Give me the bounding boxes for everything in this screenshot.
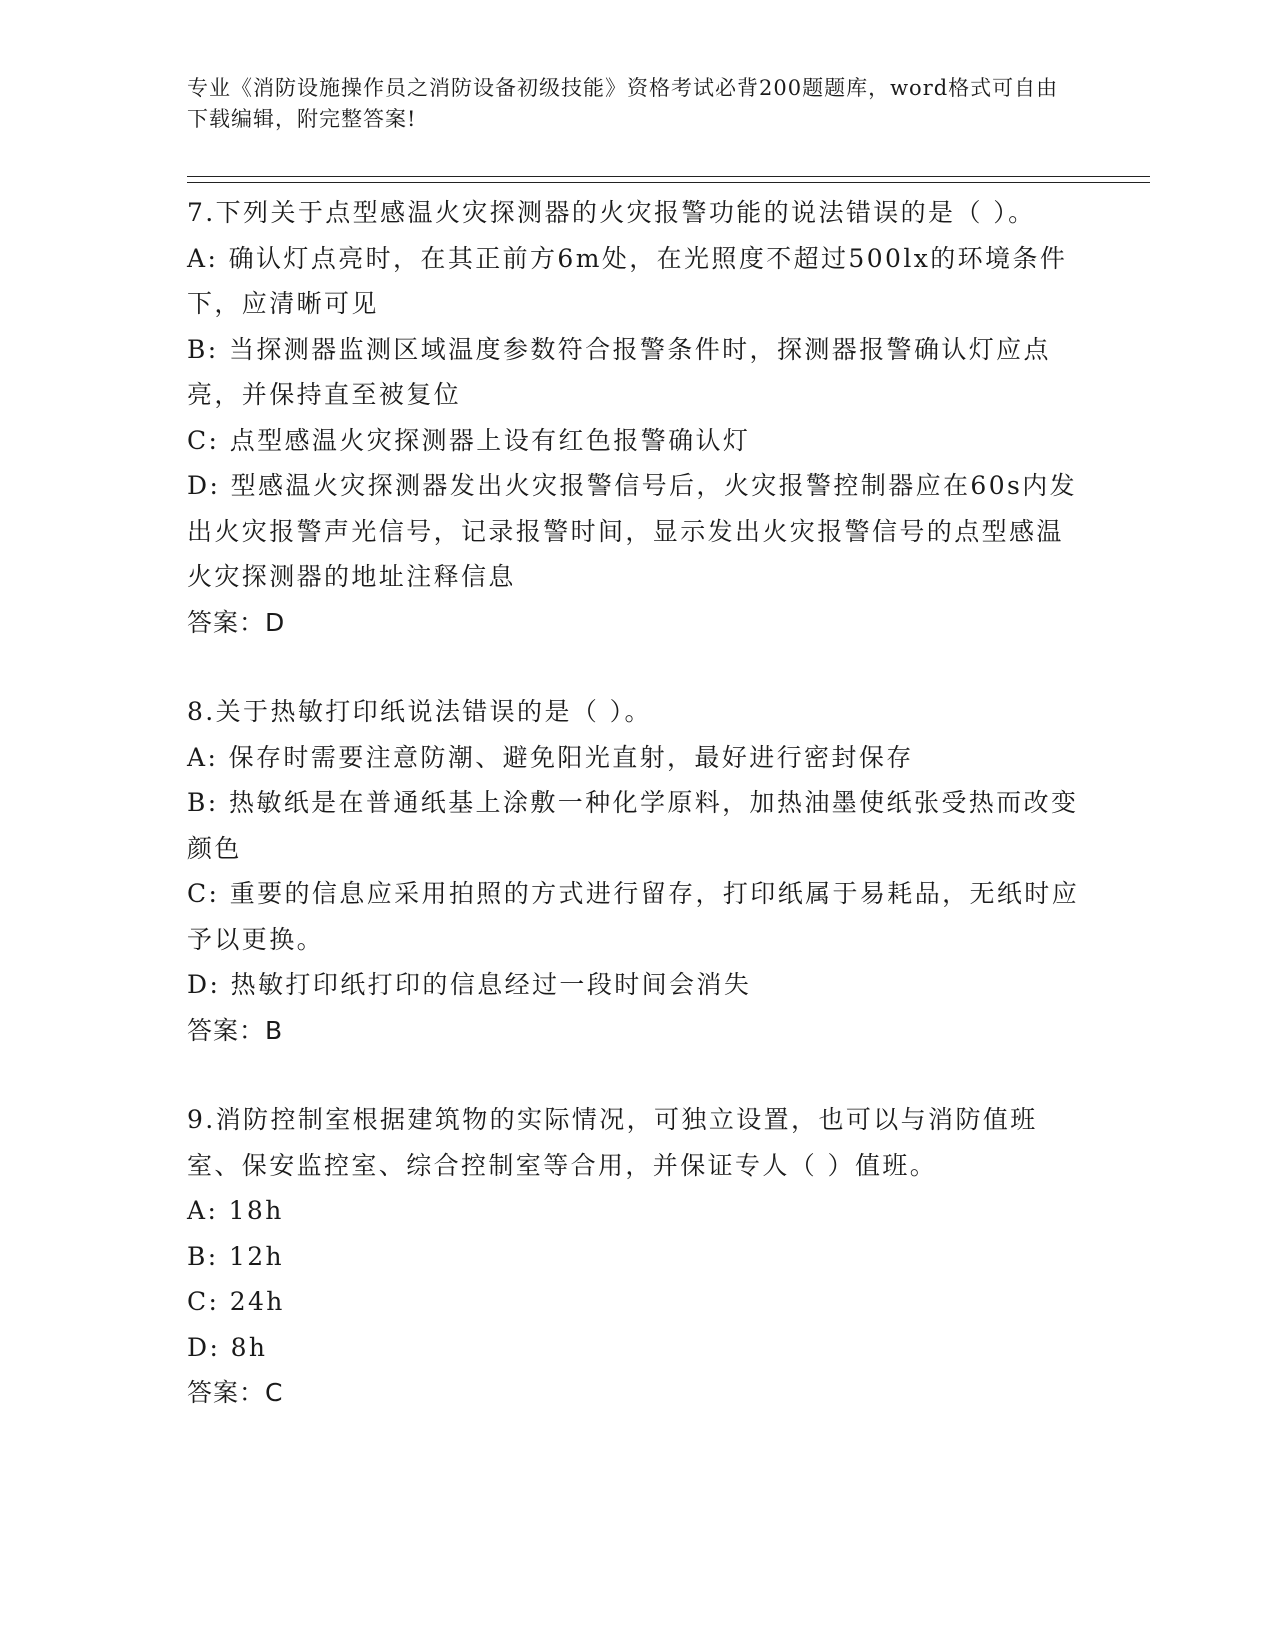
answer: 答案：B: [187, 1015, 284, 1045]
option-b: B: 12h: [187, 1241, 285, 1271]
question-stem: 9.消防控制室根据建筑物的实际情况，可独立设置，也可以与消防值班室、保安监控室、综合控制室等合用，并保证专人（ ）值班。: [187, 1105, 1038, 1180]
question-7: [187, 190, 1087, 645]
option-a: A: 18h: [187, 1196, 284, 1225]
answer: 答案：D: [187, 607, 286, 637]
option-c: C: 24h: [187, 1287, 285, 1316]
option-d: D: 热敏打印纸打印的信息经过一段时间会消失: [187, 970, 752, 999]
header-rule-top: [187, 176, 1150, 177]
option-a: A: 保存时需要注意防潮、避免阳光直射，最好进行密封保存: [187, 742, 914, 772]
option-c: C: 点型感温火灾探测器上设有红色报警确认灯: [187, 425, 751, 455]
question-stem: 8.关于热敏打印纸说法错误的是（ ）。: [187, 697, 652, 726]
question-9: [187, 1097, 1087, 1416]
option-d: D: 型感温火灾探测器发出火灾报警信号后，火灾报警控制器应在60s内发出火灾报警声光信号，记录报警时间，显示发出火灾报警信号的点型感温火灾探测器的地址注释信息: [187, 471, 1078, 591]
question-stem: 7.下列关于点型感温火灾探测器的火灾报警功能的说法错误的是（ ）。: [187, 198, 1036, 227]
option-b: B: 热敏纸是在普通纸基上涂敷一种化学原料，加热油墨使纸张受热而改变颜色: [187, 788, 1079, 863]
option-c: C: 重要的信息应采用拍照的方式进行留存，打印纸属于易耗品，无纸时应予以更换。: [187, 879, 1080, 954]
question-list: [187, 190, 1087, 1416]
option-a: A: 确认灯点亮时，在其正前方6m处，在光照度不超过500lx的环境条件下，应清晰可见: [187, 243, 1068, 318]
header-rule-bottom: [187, 182, 1150, 183]
document-header: 专业《消防设施操作员之消防设备初级技能》资格考试必背200题题库，word格式可自由下载编辑，附完整答案!: [187, 76, 1059, 131]
answer: 答案：C: [187, 1378, 284, 1407]
option-b: B: 当探测器监测区域温度参数符合报警条件时，探测器报警确认灯应点亮，并保持直至被复位: [187, 334, 1051, 409]
question-8: [187, 689, 1087, 1053]
option-d: D: 8h: [187, 1332, 268, 1362]
